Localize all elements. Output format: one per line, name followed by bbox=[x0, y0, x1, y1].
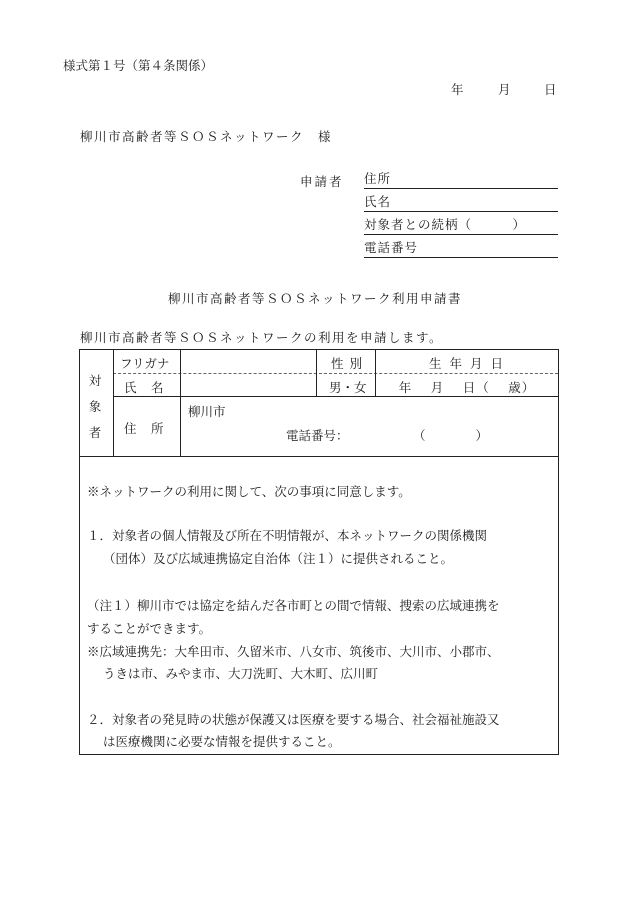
page-title: 柳川市高齢者等ＳＯＳネットワーク利用申請書 bbox=[167, 291, 462, 306]
addressee: 柳川市高齢者等ＳＯＳネットワーク 様 bbox=[80, 129, 333, 144]
applicant-relation-field[interactable]: 対象者との続柄（ ） bbox=[364, 216, 558, 235]
applicant-phone-field[interactable]: 電話番号 bbox=[364, 239, 558, 258]
address-label: 住 所 bbox=[124, 421, 165, 436]
note-1-line2: することができます。 bbox=[87, 621, 212, 636]
birthdate-value[interactable]: 年 月 日（ 歳） bbox=[398, 380, 536, 395]
furigana-input[interactable] bbox=[182, 351, 314, 372]
furigana-label: フリガナ bbox=[120, 356, 170, 371]
partners-line1: ※広域連携先：大牟田市、久留米市、八女市、筑後市、大川市、小郡市、 bbox=[87, 644, 500, 659]
birthdate-label: 生 年 月 日 bbox=[429, 356, 505, 371]
form-number: 様式第１号（第４条関係） bbox=[63, 58, 214, 73]
subject-name-input[interactable] bbox=[182, 374, 314, 395]
date-year-label: 年 bbox=[451, 82, 464, 97]
address-value[interactable]: 柳川市 bbox=[188, 404, 226, 419]
applicant-name-field[interactable]: 氏名 bbox=[364, 193, 558, 212]
applicant-address-field[interactable]: 住所 bbox=[364, 170, 558, 189]
subject-form-table bbox=[79, 349, 559, 755]
gender-options[interactable]: 男・女 bbox=[329, 380, 367, 395]
intro-text: 柳川市高齢者等ＳＯＳネットワークの利用を申請します。 bbox=[80, 330, 444, 345]
consent-item-1-line2: （団体）及び広域連携協定自治体（注１）に提供されること。 bbox=[103, 551, 454, 566]
note-1-line1: （注１）柳川市では協定を結んだ各市町との間で情報、捜索の広域連携を bbox=[87, 598, 500, 613]
partners-line2: うきは市、みやま市、大刀洗町、大木町、広川町 bbox=[103, 666, 379, 681]
applicant-label: 申請者 bbox=[300, 174, 344, 189]
col-divider bbox=[113, 350, 114, 456]
date-month-label: 月 bbox=[498, 82, 511, 97]
table-section-divider bbox=[80, 456, 558, 457]
phone-value[interactable]: （ ） bbox=[413, 428, 489, 443]
gender-label: 性 別 bbox=[331, 356, 363, 371]
name-label: 氏 名 bbox=[124, 380, 165, 395]
subject-row-header: 対象者 bbox=[88, 373, 102, 440]
consent-item-2-line1: ２．対象者の発見時の状態が保護又は医療を要する場合、社会福祉施設又 bbox=[87, 712, 500, 727]
phone-label: 電話番号： bbox=[286, 428, 349, 443]
col-divider bbox=[316, 350, 317, 396]
consent-item-1-line1: １．対象者の個人情報及び所在不明情報が、本ネットワークの関係機関 bbox=[87, 528, 488, 543]
consent-lead: ※ネットワークの利用に関して、次の事項に同意します。 bbox=[87, 484, 411, 499]
col-divider bbox=[180, 350, 181, 456]
consent-item-2-line2: は医療機関に必要な情報を提供すること。 bbox=[103, 734, 341, 749]
date-day-label: 日 bbox=[544, 82, 557, 97]
